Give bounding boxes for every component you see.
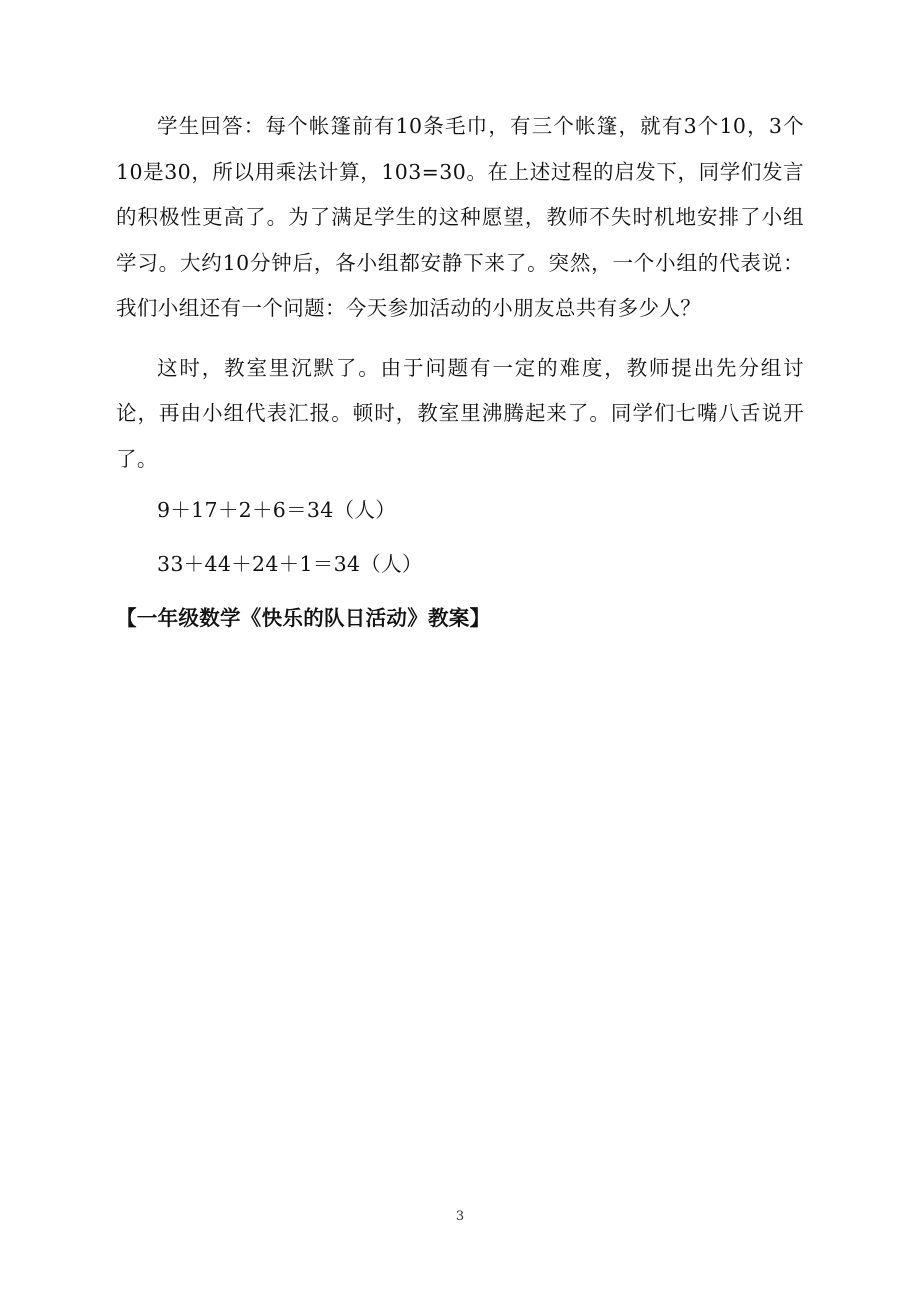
paragraph-student-answer: 学生回答：每个帐篷前有10条毛巾，有三个帐篷，就有3个10，3个10是30，所以用乘法计算，103=30。在上述过程的启发下，同学们发言的积极性更高了。为了满足学生的这种愿望，教师不失时机地安排了小组学习。大约10分钟后，各小组都安静下来了。突然，一个小组的代表说：我们小组还有一个问题：今天参加活动的小朋友总共有多少人？ — [116, 114, 804, 320]
equation-1: 9＋17＋2＋6＝34（人） — [157, 498, 396, 522]
page-number: 3 — [455, 1209, 465, 1224]
paragraph-classroom-discussion: 这时，教室里沉默了。由于问题有一定的难度，教师提出先分组讨论，再由小组代表汇报。顿时，教室里沸腾起来了。同学们七嘴八舌说开了。 — [116, 355, 804, 471]
lesson-plan-title: 【一年级数学《快乐的队日活动》教案】 — [116, 606, 491, 630]
equation-2: 33＋44＋24＋1＝34（人） — [157, 552, 423, 576]
document-body — [116, 104, 804, 632]
